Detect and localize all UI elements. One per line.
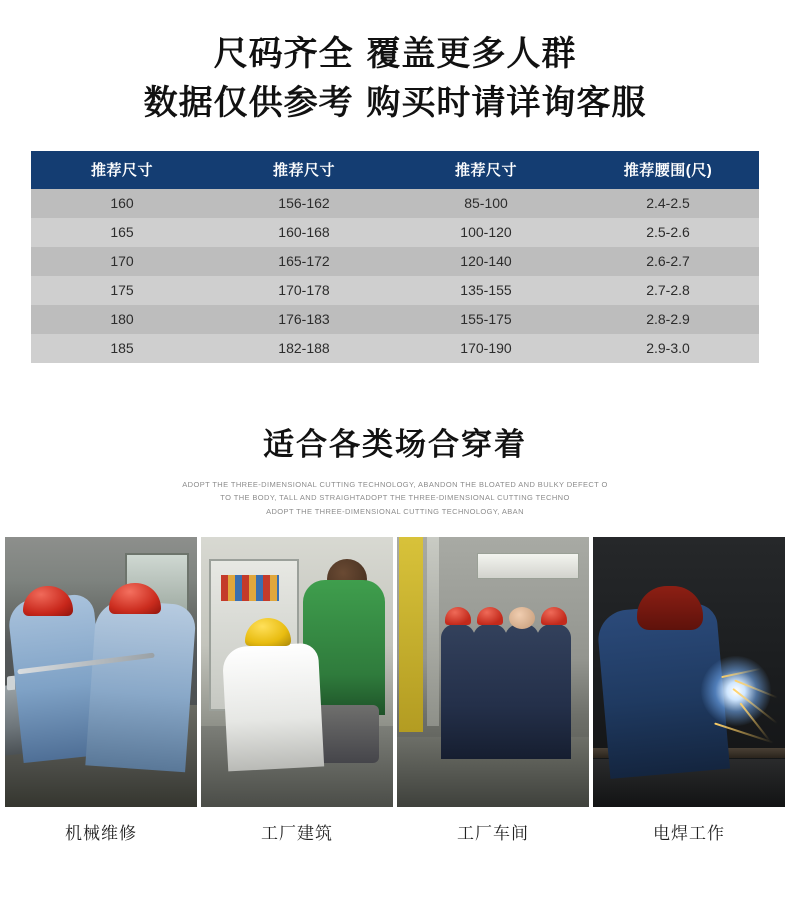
cell-height: 165-172 — [213, 247, 395, 276]
scenes-section-header — [0, 419, 790, 520]
scene-photo-welding — [593, 537, 785, 807]
photo-welding-mask — [637, 586, 703, 630]
column-header-4: 推荐腰围(尺) — [577, 151, 759, 189]
table-header-row — [31, 151, 759, 189]
cell-size: 185 — [31, 334, 213, 363]
cell-size: 165 — [31, 218, 213, 247]
column-header-1: 推荐尺寸 — [31, 151, 213, 189]
table-row — [31, 276, 759, 305]
photo-person-body — [441, 624, 475, 759]
scene-photo-mechanical-repair — [5, 537, 197, 807]
table-row — [31, 334, 759, 363]
headline-line-2: 数据仅供参考 购买时请详询客服 — [143, 83, 647, 124]
subtext-line-3: ADOPT THE THREE-DIMENSIONAL CUTTING TECHNOLOGY, ABAN — [266, 507, 524, 517]
column-header-3: 推荐尺寸 — [395, 151, 577, 189]
cell-height: 176-183 — [213, 305, 395, 334]
scene-item-welding — [593, 537, 785, 844]
subtext-line-2: TO THE BODY, TALL AND STRAIGHTADOPT THE THREE-DIMENSIONAL CUTTING TECHNO — [220, 493, 570, 503]
photo-red-helmet-left — [23, 586, 73, 616]
cell-size: 170 — [31, 247, 213, 276]
cell-size: 175 — [31, 276, 213, 305]
cell-waist: 2.4-2.5 — [577, 189, 759, 218]
cell-weight: 85-100 — [395, 189, 577, 218]
section-title: 适合各类场合穿着 — [263, 426, 527, 463]
scene-item-factory-workshop — [397, 537, 589, 844]
photo-worker-right — [85, 599, 196, 773]
photo-safety-sign — [477, 553, 579, 579]
cell-weight: 100-120 — [395, 218, 577, 247]
cell-weight: 170-190 — [395, 334, 577, 363]
photo-red-helmet — [445, 607, 471, 625]
scene-item-factory-construction — [201, 537, 393, 844]
photo-red-helmet — [477, 607, 503, 625]
cell-waist: 2.8-2.9 — [577, 305, 759, 334]
scene-caption: 工厂建筑 — [261, 824, 333, 845]
cell-waist: 2.5-2.6 — [577, 218, 759, 247]
cell-weight: 155-175 — [395, 305, 577, 334]
subtext-line-1: ADOPT THE THREE-DIMENSIONAL CUTTING TECHNOLOGY, ABANDON THE BLOATED AND BULKY DEFECT O — [182, 479, 608, 489]
size-table — [31, 151, 759, 363]
scene-gallery — [0, 537, 790, 844]
headline-block — [0, 0, 790, 129]
headline-line-1: 尺码齐全 覆盖更多人群 — [213, 34, 577, 74]
scene-photo-factory-construction — [201, 537, 393, 807]
photo-white-shirt-worker — [222, 643, 324, 772]
section-subtext — [0, 478, 790, 520]
size-table-head — [31, 151, 759, 189]
scene-caption: 机械维修 — [65, 824, 137, 845]
scene-caption: 电焊工作 — [653, 824, 725, 845]
scene-caption: 工厂车间 — [457, 824, 529, 845]
cell-weight: 120-140 — [395, 247, 577, 276]
cell-height: 156-162 — [213, 189, 395, 218]
size-table-wrapper — [31, 151, 759, 363]
photo-red-helmet — [541, 607, 567, 625]
cell-height: 170-178 — [213, 276, 395, 305]
photo-person-body — [537, 624, 571, 759]
cell-weight: 135-155 — [395, 276, 577, 305]
photo-person-body — [473, 624, 507, 759]
photo-yellow-pillar — [399, 537, 423, 731]
scene-item-mechanical-repair — [5, 537, 197, 844]
cell-size: 160 — [31, 189, 213, 218]
cell-waist: 2.7-2.8 — [577, 276, 759, 305]
cell-waist: 2.6-2.7 — [577, 247, 759, 276]
table-row — [31, 218, 759, 247]
photo-person-body — [505, 624, 539, 759]
cell-height: 182-188 — [213, 334, 395, 363]
table-row — [31, 305, 759, 334]
size-table-body — [31, 189, 759, 363]
table-row — [31, 247, 759, 276]
photo-gray-pillar — [427, 537, 439, 726]
scene-photo-factory-workshop — [397, 537, 589, 807]
table-row — [31, 189, 759, 218]
cell-height: 160-168 — [213, 218, 395, 247]
cell-size: 180 — [31, 305, 213, 334]
column-header-2: 推荐尺寸 — [213, 151, 395, 189]
cell-waist: 2.9-3.0 — [577, 334, 759, 363]
